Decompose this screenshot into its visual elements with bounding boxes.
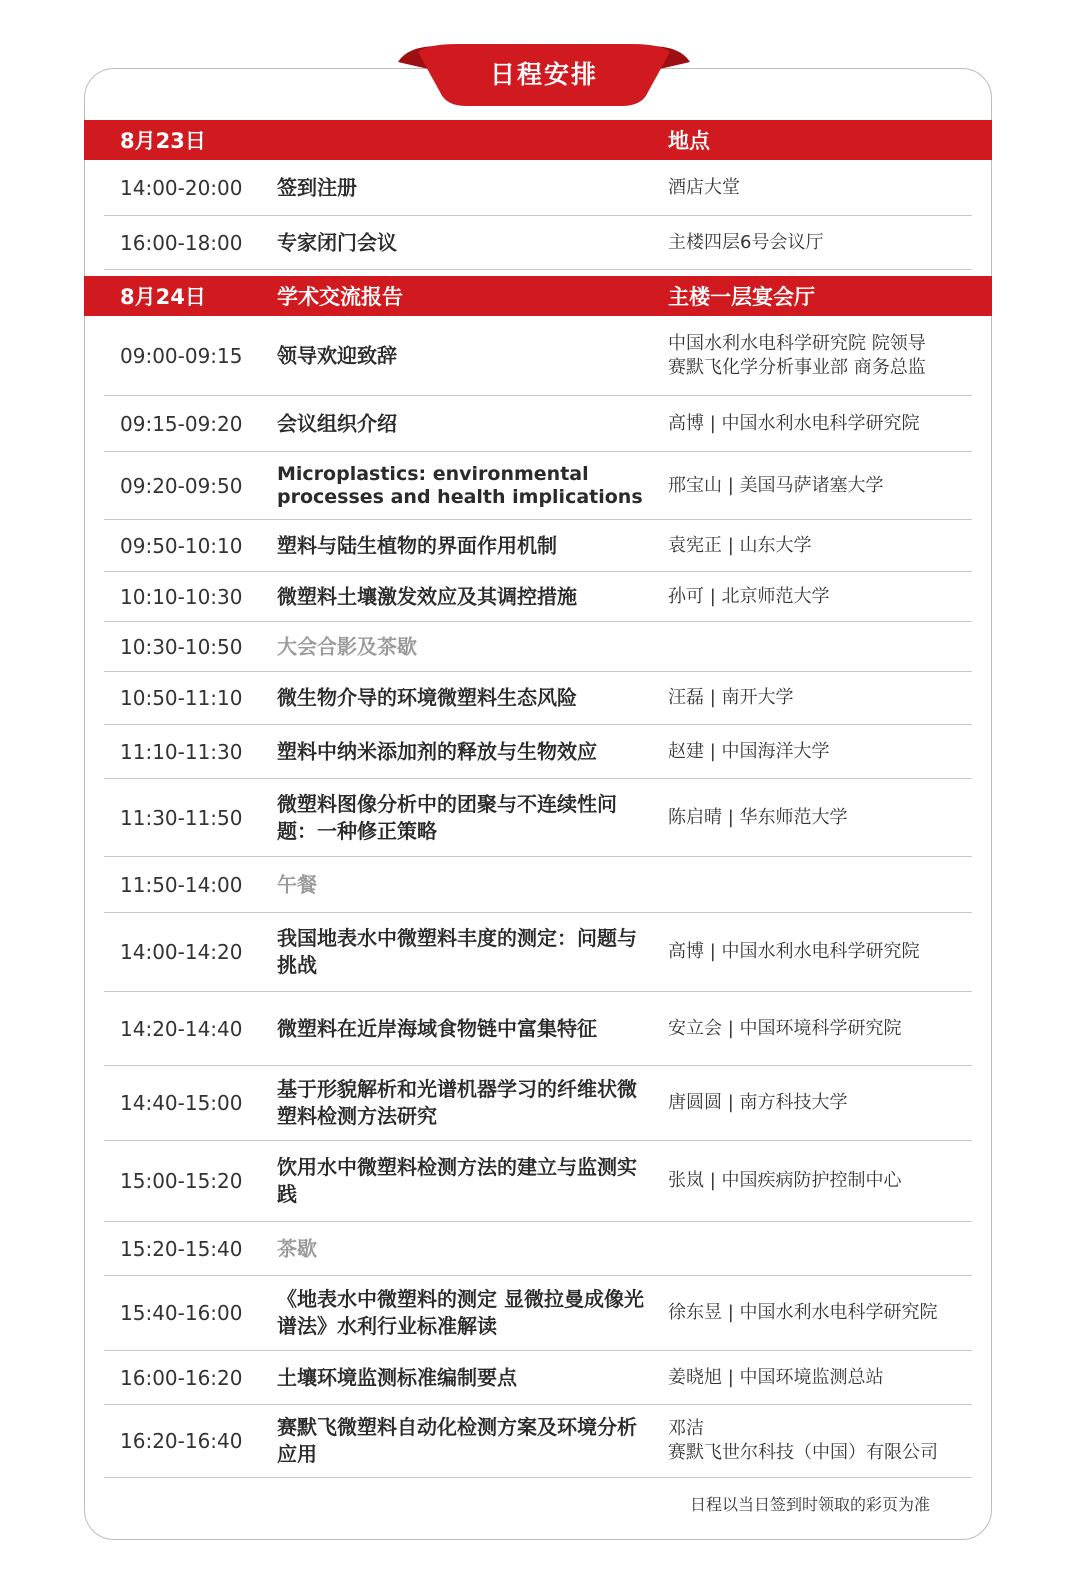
row-time: 16:20-16:40 (120, 1429, 243, 1453)
row-location: 邢宝山 | 美国马萨诸塞大学 (668, 474, 884, 496)
day-location: 地点 (668, 129, 710, 153)
schedule-row (104, 1276, 972, 1351)
row-location: 中国水利水电科学研究院 院领导 赛默飞化学分析事业部 商务总监 (668, 332, 926, 378)
row-location: 袁宪正 | 山东大学 (668, 534, 812, 556)
row-time: 10:10-10:30 (120, 584, 243, 609)
schedule-row (104, 779, 972, 857)
row-title: 土壤环境监测标准编制要点 (277, 1365, 517, 1389)
row-time: 11:30-11:50 (120, 805, 243, 830)
row-location: 高博 | 中国水利水电科学研究院 (668, 941, 920, 962)
row-title: 午餐 (277, 872, 317, 896)
row-time: 10:30-10:50 (120, 634, 243, 659)
row-title: 饮用水中微塑料检测方法的建立与监测实践 (277, 1155, 637, 1206)
row-title: 我国地表水中微塑料丰度的测定：问题与挑战 (277, 926, 637, 977)
schedule-row (104, 216, 972, 270)
row-time: 16:00-18:00 (120, 230, 243, 255)
day-date: 8月24日 (120, 285, 206, 309)
schedule-row (104, 913, 972, 992)
row-title: Microplastics: environmental processes and health implications (277, 462, 643, 508)
schedule-row (104, 316, 972, 396)
row-location: 赵建 | 中国海洋大学 (668, 740, 830, 762)
schedule-row (104, 160, 972, 216)
schedule-row (104, 1066, 972, 1141)
row-title: 基于形貌解析和光谱机器学习的纤维状微塑料检测方法研究 (277, 1077, 637, 1128)
row-time: 11:10-11:30 (120, 739, 243, 764)
schedule-row (104, 452, 972, 520)
schedule-row (104, 396, 972, 452)
row-location: 张岚 | 中国疾病防护控制中心 (668, 1170, 902, 1191)
row-title: 赛默飞微塑料自动化检测方案及环境分析应用 (277, 1415, 637, 1466)
row-title: 塑料与陆生植物的界面作用机制 (277, 533, 557, 557)
row-location: 高博 | 中国水利水电科学研究院 (668, 412, 920, 434)
row-time: 16:00-16:20 (120, 1365, 243, 1390)
row-location: 邓洁 赛默飞世尔科技（中国）有限公司 (668, 1418, 938, 1463)
row-time: 14:00-14:20 (120, 940, 243, 964)
row-title: 《地表水中微塑料的测定 显微拉曼成像光谱法》水利行业标准解读 (277, 1287, 644, 1338)
row-location: 酒店大堂 (668, 176, 740, 198)
row-location: 姜晓旭 | 中国环境监测总站 (668, 1366, 884, 1388)
day-header-band (84, 120, 992, 160)
row-time: 14:40-15:00 (120, 1091, 243, 1115)
day-header-band (84, 276, 992, 316)
row-title: 签到注册 (277, 175, 357, 199)
row-location: 主楼四层6号会议厅 (668, 231, 824, 253)
row-location: 汪磊 | 南开大学 (668, 687, 794, 708)
schedule-row (104, 1222, 972, 1276)
row-title: 微塑料在近岸海域食物链中富集特征 (277, 1016, 597, 1040)
row-time: 09:20-09:50 (120, 473, 243, 498)
row-location: 陈启晴 | 华东师范大学 (668, 806, 848, 828)
schedule-row (104, 992, 972, 1066)
row-location: 安立会 | 中国环境科学研究院 (668, 1017, 902, 1039)
day-location: 主楼一层宴会厅 (668, 285, 815, 309)
row-time: 11:50-14:00 (120, 872, 243, 897)
schedule-row (104, 725, 972, 779)
schedule-row (104, 520, 972, 572)
row-location: 孙可 | 北京师范大学 (668, 585, 830, 607)
row-title: 微生物介导的环境微塑料生态风险 (277, 685, 577, 710)
row-title: 大会合影及茶歇 (277, 634, 417, 658)
row-title: 微塑料图像分析中的团聚与不连续性问题：一种修正策略 (277, 791, 617, 843)
schedule-row (104, 572, 972, 622)
row-time: 09:00-09:15 (120, 343, 243, 368)
row-title: 茶歇 (277, 1236, 317, 1260)
day-date: 8月23日 (120, 129, 206, 153)
schedule-row (104, 622, 972, 672)
row-time: 14:00-20:00 (120, 175, 243, 200)
footer-note: 日程以当日签到时领取的彩页为准 (689, 1495, 930, 1514)
page-title: 日程安排 (489, 60, 598, 89)
row-time: 15:40-16:00 (120, 1301, 243, 1325)
schedule-row (104, 1405, 972, 1478)
row-time: 09:15-09:20 (120, 411, 243, 436)
row-time: 14:20-14:40 (120, 1016, 243, 1041)
row-time: 15:20-15:40 (120, 1236, 243, 1261)
row-title: 会议组织介绍 (277, 411, 397, 435)
schedule-row (104, 857, 972, 913)
row-time: 15:00-15:20 (120, 1169, 243, 1193)
row-location: 徐东昱 | 中国水利水电科学研究院 (668, 1302, 938, 1323)
day-topic: 学术交流报告 (277, 285, 403, 309)
schedule-row (104, 1141, 972, 1222)
row-time: 10:50-11:10 (120, 686, 243, 710)
row-title: 专家闭门会议 (277, 230, 397, 254)
row-title: 微塑料土壤激发效应及其调控措施 (277, 584, 577, 608)
row-time: 09:50-10:10 (120, 533, 243, 558)
row-title: 领导欢迎致辞 (277, 343, 397, 367)
schedule-row (104, 1351, 972, 1405)
schedule-row (104, 672, 972, 725)
row-location: 唐圆圆 | 南方科技大学 (668, 1092, 848, 1113)
row-title: 塑料中纳米添加剂的释放与生物效应 (277, 739, 597, 763)
